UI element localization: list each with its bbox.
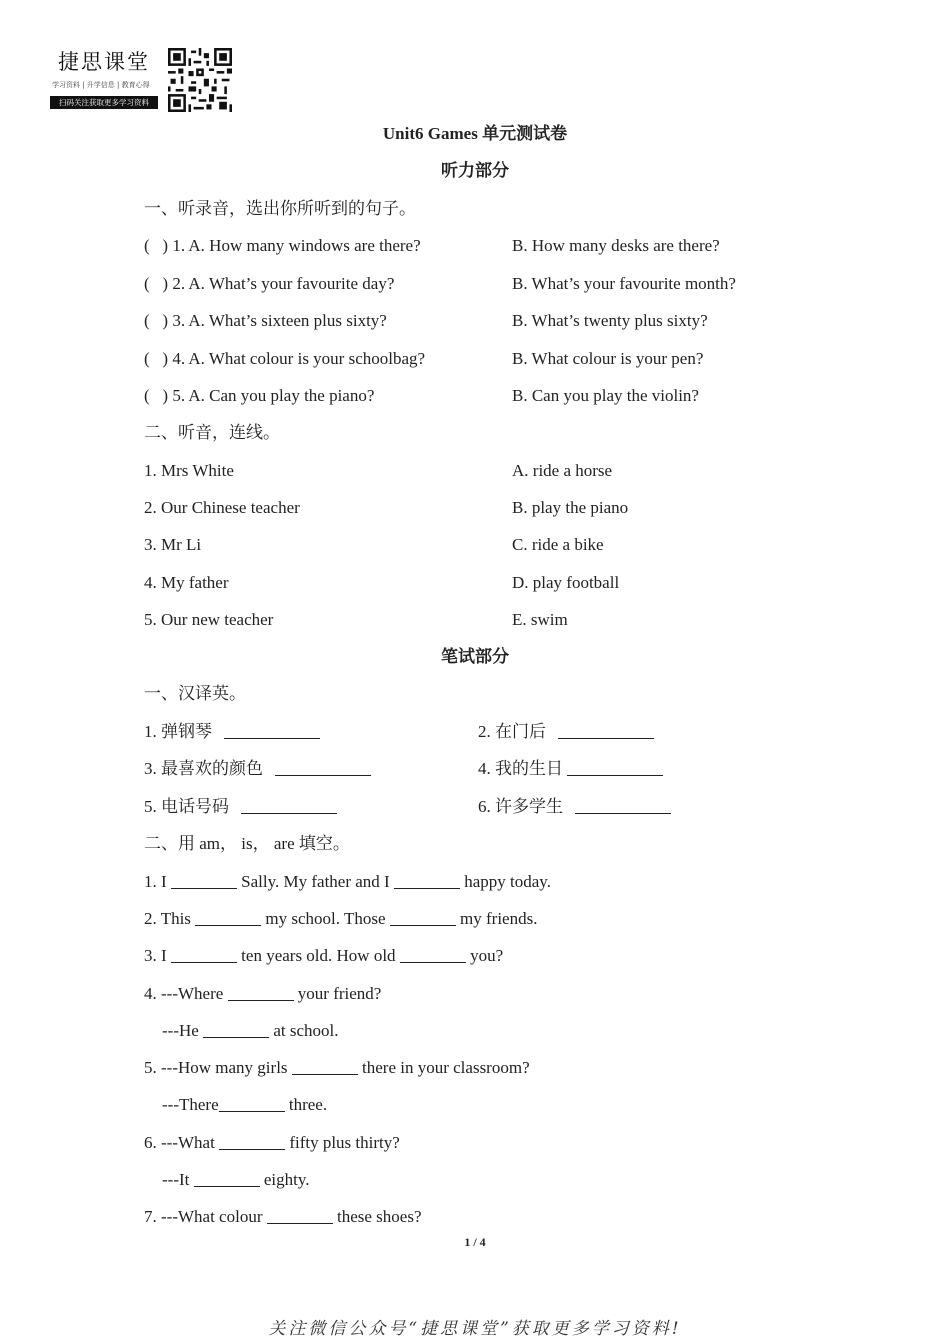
- match-left-item: 5. Our new teacher: [144, 610, 274, 629]
- brand-logo: [50, 44, 160, 112]
- brand-tags: 学习资料 | 升学信息 | 教育心得: [52, 81, 150, 89]
- answer-blank[interactable]: [203, 1021, 269, 1038]
- listening-question: ( ) 5. A. Can you play the piano?: [144, 386, 375, 405]
- listening-option-b: B. What’s twenty plus sixty?: [512, 311, 708, 330]
- fill-text: 3. I: [144, 946, 167, 965]
- translate-prompt: 4. 我的生日: [478, 759, 563, 778]
- answer-blank[interactable]: [171, 946, 237, 963]
- answer-blank[interactable]: [275, 759, 371, 776]
- fill-text: you?: [470, 946, 504, 965]
- answer-blank[interactable]: [219, 1095, 285, 1112]
- answer-blank[interactable]: [194, 1170, 260, 1187]
- answer-blank[interactable]: [400, 946, 466, 963]
- fill-text: 7. ---What colour: [144, 1207, 263, 1226]
- match-left-item: 2. Our Chinese teacher: [144, 498, 300, 517]
- fill-line: [144, 1057, 530, 1079]
- answer-blank[interactable]: [292, 1058, 358, 1075]
- footer-note: 关注微信公众号“捷思课堂”获取更多学习资料!: [268, 1319, 682, 1339]
- translate-item: [478, 721, 654, 743]
- qr-code-icon: [168, 48, 232, 112]
- fill-line: [162, 1169, 310, 1191]
- answer-blank[interactable]: [390, 909, 456, 926]
- fill-text: 2. This: [144, 909, 191, 928]
- fill-text: 1. I: [144, 872, 167, 891]
- fill-line: [162, 1094, 327, 1116]
- translate-item: [478, 796, 671, 818]
- fill-text: my friends.: [460, 909, 538, 928]
- listening-option-b: B. What’s your favourite month?: [512, 274, 736, 293]
- listening-question: ( ) 4. A. What colour is your schoolbag?: [144, 349, 426, 368]
- translate-prompt: 2. 在门后: [478, 722, 546, 741]
- translate-item: [144, 758, 371, 780]
- fill-line: [144, 945, 503, 967]
- page-number: 1 / 4: [464, 1235, 486, 1249]
- listening-option-b: B. How many desks are there?: [512, 236, 720, 255]
- fill-line: [144, 1132, 400, 1154]
- translate-item: [144, 796, 337, 818]
- translate-prompt: 6. 许多学生: [478, 797, 563, 816]
- fill-text: these shoes?: [336, 1207, 422, 1226]
- translate-prompt: 5. 电话号码: [144, 797, 229, 816]
- page-title: Unit6 Games 单元测试卷: [382, 124, 568, 143]
- section-heading-writing: 笔试部分: [441, 647, 509, 666]
- match-left-item: 1. Mrs White: [144, 461, 234, 480]
- fill-text: there in your classroom?: [362, 1058, 530, 1077]
- fill-text: your friend?: [297, 984, 382, 1003]
- fill-line: [144, 871, 551, 893]
- answer-blank[interactable]: [558, 722, 654, 739]
- fill-text: 4. ---Where: [144, 984, 224, 1003]
- fill-text: at school.: [273, 1021, 339, 1040]
- match-right-item: B. play the piano: [512, 498, 629, 517]
- fill-line: [144, 983, 381, 1005]
- match-left-item: 4. My father: [144, 573, 229, 592]
- fill-text: my school. Those: [265, 909, 386, 928]
- listening-option-b: B. Can you play the violin?: [512, 386, 699, 405]
- fill-line: [144, 908, 537, 930]
- fill-text: 5. ---How many girls: [144, 1058, 288, 1077]
- translate-item: [144, 721, 320, 743]
- answer-blank[interactable]: [195, 909, 261, 926]
- answer-blank[interactable]: [567, 759, 663, 776]
- listening-question: ( ) 3. A. What’s sixteen plus sixty?: [144, 311, 387, 330]
- fill-text: Sally. My father and I: [241, 872, 390, 891]
- fill-line: [162, 1020, 338, 1042]
- writing-part1-title: 一、汉译英。: [144, 684, 246, 703]
- listening-part2-title: 二、听音，连线。: [144, 423, 280, 442]
- brand-name: 捷思课堂: [58, 50, 150, 74]
- fill-text: 6. ---What: [144, 1133, 215, 1152]
- answer-blank[interactable]: [224, 722, 320, 739]
- answer-blank[interactable]: [228, 984, 294, 1001]
- fill-text: fifty plus thirty?: [289, 1133, 400, 1152]
- match-right-item: E. swim: [512, 610, 568, 629]
- translate-prompt: 3. 最喜欢的颜色: [144, 759, 263, 778]
- listening-part1-title: 一、听录音，选出你所听到的句子。: [144, 199, 416, 218]
- fill-text: happy today.: [464, 872, 551, 891]
- translate-item: [478, 758, 663, 780]
- match-left-item: 3. Mr Li: [144, 535, 202, 554]
- listening-option-b: B. What colour is your pen?: [512, 349, 704, 368]
- listening-question: ( ) 1. A. How many windows are there?: [144, 236, 421, 255]
- match-right-item: D. play football: [512, 573, 620, 592]
- fill-text: ---It: [162, 1170, 190, 1189]
- fill-text: ---He: [162, 1021, 199, 1040]
- answer-blank[interactable]: [241, 797, 337, 814]
- fill-line: [144, 1206, 422, 1228]
- listening-question: ( ) 2. A. What’s your favourite day?: [144, 274, 395, 293]
- brand-bar: 扫码关注获取更多学习资料: [50, 96, 158, 109]
- answer-blank[interactable]: [575, 797, 671, 814]
- answer-blank[interactable]: [171, 872, 237, 889]
- writing-part2-title: 二、用 am， is， are 填空。: [144, 834, 350, 853]
- section-heading-listening: 听力部分: [441, 161, 509, 180]
- match-right-item: A. ride a horse: [512, 461, 613, 480]
- match-right-item: C. ride a bike: [512, 535, 604, 554]
- answer-blank[interactable]: [394, 872, 460, 889]
- translate-prompt: 1. 弹钢琴: [144, 722, 212, 741]
- fill-text: eighty.: [263, 1170, 310, 1189]
- answer-blank[interactable]: [267, 1207, 333, 1224]
- fill-text: ten years old. How old: [241, 946, 396, 965]
- fill-text: three.: [288, 1095, 328, 1114]
- answer-blank[interactable]: [219, 1133, 285, 1150]
- fill-text: ---There: [162, 1095, 219, 1114]
